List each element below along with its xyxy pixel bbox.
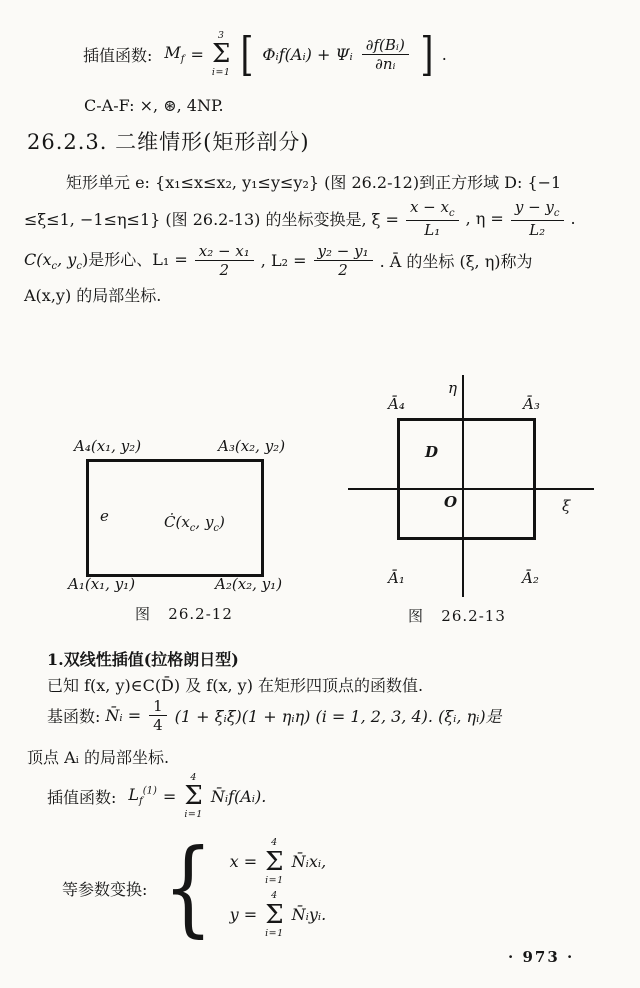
partial-derivative-fraction: $\frac{\text{∂f(Bᵢ)}}{\text{∂nᵢ}}$: [362, 36, 409, 73]
figure-12-caption: 图 26.2-12: [135, 605, 233, 623]
known-conditions-line: 已知 f(x, y)∈C(D̄) 及 f(x, y) 在矩形四顶点的函数值.: [47, 676, 424, 695]
domain-d-label: D: [425, 443, 439, 461]
figure-26-2-13: [340, 373, 630, 628]
element-e-label: e: [100, 507, 109, 525]
y-equation: y = 4 Σ i=1 N̄ᵢyᵢ.: [229, 890, 327, 939]
eta-axis-label: η: [448, 379, 457, 397]
line2-eta-text: , η =: [465, 208, 504, 228]
paragraph-line-4: A(x,y) 的局部坐标.: [24, 286, 162, 305]
summation-symbol: 4 Σ i=1: [184, 771, 203, 820]
section-heading: 26.2.3. 二维情形(矩形剖分): [27, 130, 310, 154]
figure-13-caption: 图 26.2-13: [408, 607, 506, 625]
vertex-a3-label: A₃(x₂, y₂): [218, 437, 286, 455]
line2-period: .: [570, 208, 576, 228]
summation-symbol: 4 Σ i=1: [265, 837, 284, 886]
vertex-abar3-label: Ā₃: [523, 395, 540, 413]
subsection-title: 1.双线性插值(拉格朗日型): [47, 650, 239, 669]
x-equation: x = 4 Σ i=1 N̄ᵢxᵢ,: [229, 837, 327, 886]
one-quarter-fraction: $\frac{1}{4}$: [149, 697, 167, 734]
centroid-c-text: $C(x_c$, $y_c$)是形心、L₁ =: [24, 250, 188, 273]
caf-line: C-A-F: ×, ⊛, 4NP.: [84, 96, 224, 115]
transform-equations: [230, 838, 327, 938]
basis-n-bar: N̄ᵢ =: [105, 705, 142, 725]
formula-interp-l-label: 插值函数:: [47, 787, 117, 807]
phi-psi-terms: Φᵢf(Aᵢ) + Ψᵢ: [262, 44, 353, 64]
square-domain: [397, 418, 536, 540]
var-m-sub-f: $M_f$: [164, 42, 185, 66]
isoparametric-label: 等参数变换:: [62, 879, 148, 899]
page-number: · 973 ·: [508, 948, 575, 966]
formula-interp-m-label: 插值函数:: [83, 45, 153, 65]
xi-fraction: $\frac{x - x_c}{\text{L₁}}$: [406, 198, 459, 239]
vertex-a4-label: A₄(x₁, y₂): [74, 437, 142, 455]
paragraph-line-2: [24, 196, 576, 240]
isoparametric-transform: [62, 826, 327, 949]
paragraph-line-3: [24, 238, 533, 282]
var-l-sub-f-sup-1: $L_f^{(1)}$: [128, 784, 157, 808]
line2-text: ≤ξ≤1, −1≤η≤1} (图 26.2-13) 的坐标变换是, ξ =: [24, 209, 399, 229]
interp-sum-term: N̄ᵢf(Aᵢ).: [210, 786, 267, 806]
vertex-abar1-label: Ā₁: [388, 569, 405, 587]
period: .: [441, 44, 447, 64]
summation-symbol: 3 Σ i=1: [211, 29, 231, 78]
figure-26-2-12: [60, 433, 320, 628]
left-curly-brace: {: [163, 826, 214, 949]
paragraph-line-1: 矩形单元 e: {x₁≤x≤x₂, y₁≤y≤y₂} (图 26.2-12)到正方形域 D: {−1: [66, 173, 562, 192]
line3-tail-text: . Ā 的坐标 (ξ, η)称为: [379, 251, 533, 271]
vertex-coords-line: 顶点 Aᵢ 的局部坐标.: [27, 748, 170, 767]
basis-function-line: [47, 696, 502, 734]
vertex-a1-label: A₁(x₁, y₁): [68, 575, 136, 593]
vertex-abar2-label: Ā₂: [522, 569, 539, 587]
formula-interp-m: 插值函数: $M_f$ = 3 Σ i=1 [ Φᵢf(Aᵢ) + Ψᵢ $\frac{\text{∂f(Bᵢ)}}{\text{∂nᵢ}}$ ] .: [83, 27, 447, 81]
equals-sign: =: [190, 44, 204, 64]
summation-symbol: 4 Σ i=1: [265, 890, 284, 939]
vertex-abar4-label: Ā₄: [388, 395, 405, 413]
l1-fraction: $\frac{\text{x₂ − x₁}}{2}$: [195, 242, 254, 279]
formula-interp-l: [47, 770, 266, 822]
centroid-label: $Ċ(x_c$, $y_c$): [164, 513, 225, 534]
vertex-a2-label: A₂(x₂, y₁): [215, 575, 283, 593]
basis-expression: (1 + ξᵢξ)(1 + ηᵢη) (i = 1, 2, 3, 4). (ξᵢ, ηᵢ)是: [174, 706, 502, 726]
l2-fraction: $\frac{\text{y₂ − y₁}}{2}$: [314, 242, 373, 279]
eta-fraction: $\frac{y - y_c}{\text{L₂}}$: [511, 198, 564, 239]
line3-l2-text: , L₂ =: [260, 250, 307, 270]
xi-axis-label: ξ: [562, 497, 571, 515]
basis-function-label: 基函数:: [47, 706, 101, 726]
origin-label: O: [444, 493, 458, 511]
equals-sign: =: [162, 786, 177, 806]
